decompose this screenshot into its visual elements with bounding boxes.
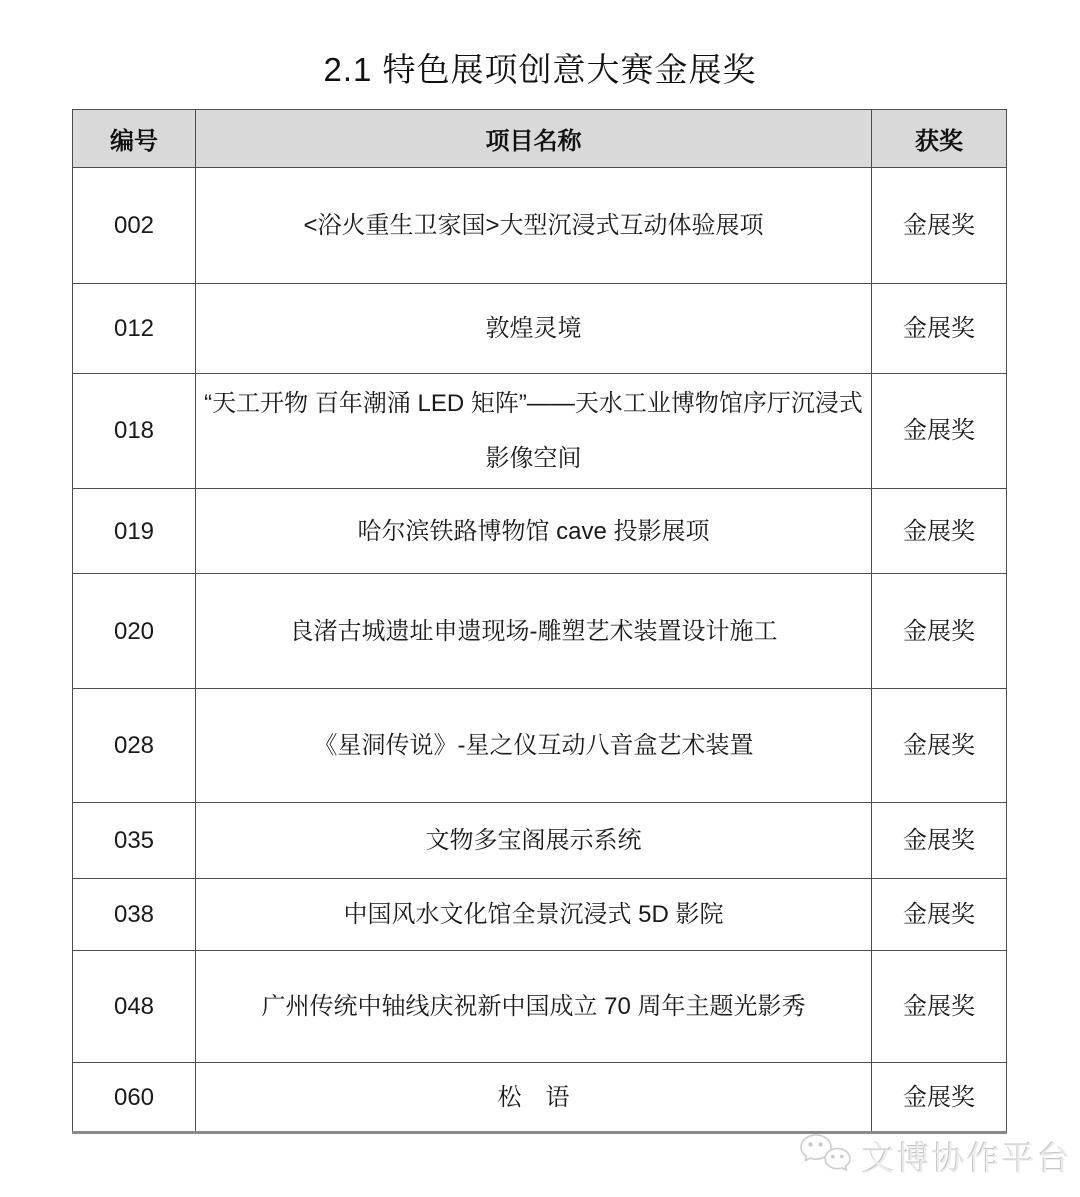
header-cell-project-name: 项目名称 bbox=[196, 110, 872, 168]
table-row bbox=[73, 374, 1007, 489]
row-id-cell: 028 bbox=[73, 689, 196, 803]
row-id-cell: 048 bbox=[73, 951, 196, 1063]
row-id-cell: 019 bbox=[73, 489, 196, 574]
award-table bbox=[72, 109, 1007, 1134]
row-id-cell: 002 bbox=[73, 168, 196, 284]
row-name-cell: 哈尔滨铁路博物馆 cave 投影展项 bbox=[196, 489, 872, 574]
watermark-label: 文博协作平台 bbox=[862, 1139, 1072, 1177]
header-cell-award: 获奖 bbox=[872, 110, 1007, 168]
table-row bbox=[73, 574, 1007, 689]
table-row bbox=[73, 803, 1007, 879]
row-name-cell: <浴火重生卫家国>大型沉浸式互动体验展项 bbox=[196, 168, 872, 284]
row-id-cell: 038 bbox=[73, 879, 196, 951]
row-name-cell: 敦煌灵境 bbox=[196, 284, 872, 374]
row-award-cell: 金展奖 bbox=[872, 1063, 1007, 1133]
row-id-cell: 060 bbox=[73, 1063, 196, 1133]
row-name-cell: “天工开物 百年潮涌 LED 矩阵”——天水工业博物馆序厅沉浸式影像空间 bbox=[196, 374, 872, 489]
wechat-icon bbox=[798, 1132, 854, 1180]
row-id-cell: 035 bbox=[73, 803, 196, 879]
row-award-cell: 金展奖 bbox=[872, 168, 1007, 284]
row-award-cell: 金展奖 bbox=[872, 284, 1007, 374]
row-name-cell: 《星洞传说》-星之仪互动八音盒艺术装置 bbox=[196, 689, 872, 803]
row-award-cell: 金展奖 bbox=[872, 879, 1007, 951]
table-row bbox=[73, 168, 1007, 284]
page-title: 2.1 特色展项创意大赛金展奖 bbox=[323, 51, 757, 88]
row-name-cell: 良渚古城遗址申遗现场-雕塑艺术装置设计施工 bbox=[196, 574, 872, 689]
watermark bbox=[798, 1132, 1072, 1180]
table-row bbox=[73, 951, 1007, 1063]
table-row bbox=[73, 879, 1007, 951]
table-header-row bbox=[73, 110, 1007, 168]
row-id-cell: 012 bbox=[73, 284, 196, 374]
row-name-cell: 广州传统中轴线庆祝新中国成立 70 周年主题光影秀 bbox=[196, 951, 872, 1063]
table-row bbox=[73, 284, 1007, 374]
table-row bbox=[73, 689, 1007, 803]
row-id-cell: 018 bbox=[73, 374, 196, 489]
row-award-cell: 金展奖 bbox=[872, 803, 1007, 879]
row-award-cell: 金展奖 bbox=[872, 689, 1007, 803]
table-body bbox=[73, 168, 1007, 1133]
row-award-cell: 金展奖 bbox=[872, 489, 1007, 574]
row-name-cell: 中国风水文化馆全景沉浸式 5D 影院 bbox=[196, 879, 872, 951]
table-row bbox=[73, 1063, 1007, 1133]
row-award-cell: 金展奖 bbox=[872, 951, 1007, 1063]
row-id-cell: 020 bbox=[73, 574, 196, 689]
row-award-cell: 金展奖 bbox=[872, 374, 1007, 489]
row-name-cell: 文物多宝阁展示系统 bbox=[196, 803, 872, 879]
row-name-cell: 松 语 bbox=[196, 1063, 872, 1133]
row-award-cell: 金展奖 bbox=[872, 574, 1007, 689]
header-cell-id: 编号 bbox=[73, 110, 196, 168]
table-row bbox=[73, 489, 1007, 574]
